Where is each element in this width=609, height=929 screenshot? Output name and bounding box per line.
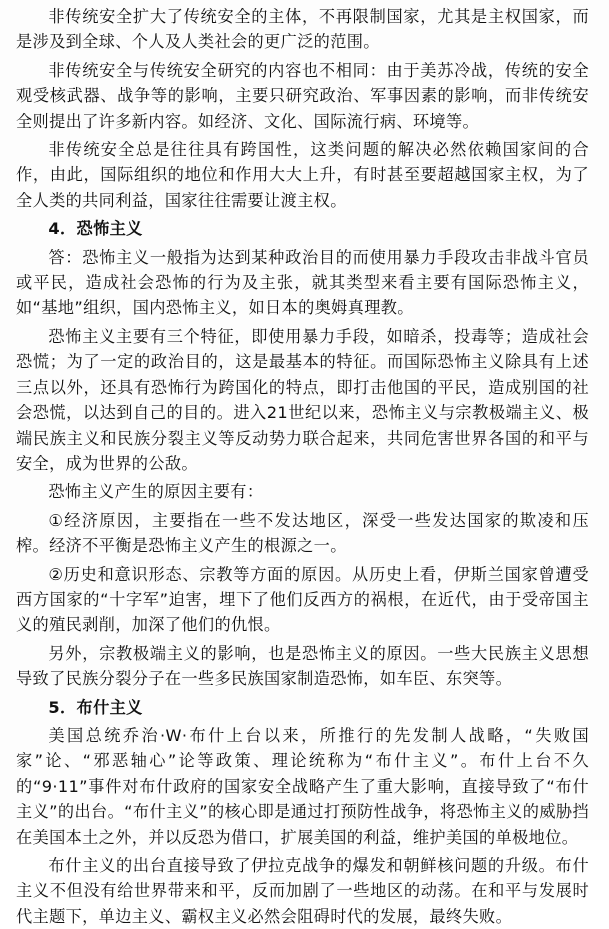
terrorism-heading: 4．恐怖主义	[48, 219, 143, 239]
bushism-definition-paragraph: 美国总统乔治·W·布什上台以来，所推行的先发制人战略，“失败国家”论、“邪恶轴心”论等政策、理论统称为“布什主义”。布什上台不久的“9·11”事件对布什政府的国家安全战略产生了重大影响，直接导致了“布什主义”的出台。“布什主义”的核心即是通过打预防性战争，将恐怖主义的威胁挡在美国本土之外，并以反恐为借口，扩展美国的利益，维护美国的单极地位。	[16, 725, 589, 847]
intro-paragraph-content: 非传统安全与传统安全研究的内容也不相同：由于美苏冷战，传统的安全观受核武器、战争等的影响，主要只研究政治、军事因素的影响，而非传统安全则提出了许多新内容。如经济、文化、国际流行病、环境等。	[16, 60, 589, 131]
bushism-heading: 5．布什主义	[48, 697, 143, 717]
terrorism-causes-intro: 恐怖主义产生的原因主要有：	[48, 482, 264, 502]
terrorism-cause-economic: ①经济原因，主要指在一些不发达地区，深受一些发达国家的欺凌和压榨。经济不平衡是恐怖主义产生的根源之一。	[16, 510, 589, 556]
terrorism-cause-religion: 另外，宗教极端主义的影响，也是恐怖主义的原因。一些大民族主义思想导致了民族分裂分子在一些多民族国家制造恐怖，如车臣、东突等。	[16, 643, 589, 689]
bushism-consequence-paragraph: 布什主义的出台直接导致了伊拉克战争的爆发和朝鲜核问题的升级。布什主义不但没有给世界带来和平，反而加剧了一些地区的动荡。在和平与发展时代主题下，单边主义、霸权主义必然会阻碍时代的发展，最终失败。	[16, 856, 589, 926]
terrorism-definition-paragraph: 答：恐怖主义一般指为达到某种政治目的而使用暴力手段攻击非战斗官员或平民，造成社会恐怖的行为及主张，就其类型来看主要有国际恐怖主义，如“基地”组织，国内恐怖主义，如日本的奥姆真理教。	[16, 247, 589, 318]
terrorism-features-paragraph: 恐怖主义主要有三个特征，即使用暴力手段，如暗杀，投毒等；造成社会恐慌；为了一定的政治目的，这是最基本的特征。而国际恐怖主义除具有上述三点以外，还具有恐怖行为跨国化的特点，即打击他国的平民，造成别国的社会恐慌，以达到自己的目的。进入21世纪以来，恐怖主义与宗教极端主义、极端民族主义和民族分裂主义等反动势力联合起来，共同危害世界各国的和平与安全，成为世界的公敌。	[16, 326, 589, 473]
terrorism-cause-history: ②历史和意识形态、宗教等方面的原因。从历史上看，伊斯兰国家曾遭受西方国家的“十字军”迫害，埋下了他们反西方的祸根，在近代，由于受帝国主义的殖民剥削，加深了他们的仇恨。	[16, 564, 589, 635]
intro-paragraph-scope: 非传统安全扩大了传统安全的主体，不再限制国家，尤其是主权国家，而是涉及到全球、个人及人类社会的更广泛的范围。	[16, 7, 589, 52]
intro-paragraph-transnational: 非传统安全总是往往具有跨国性，这类问题的解决必然依赖国家间的合作，由此，国际组织的地位和作用大大上升，有时甚至要超越国家主权，为了全人类的共同利益，国家往往需要让渡主权。	[16, 140, 589, 210]
